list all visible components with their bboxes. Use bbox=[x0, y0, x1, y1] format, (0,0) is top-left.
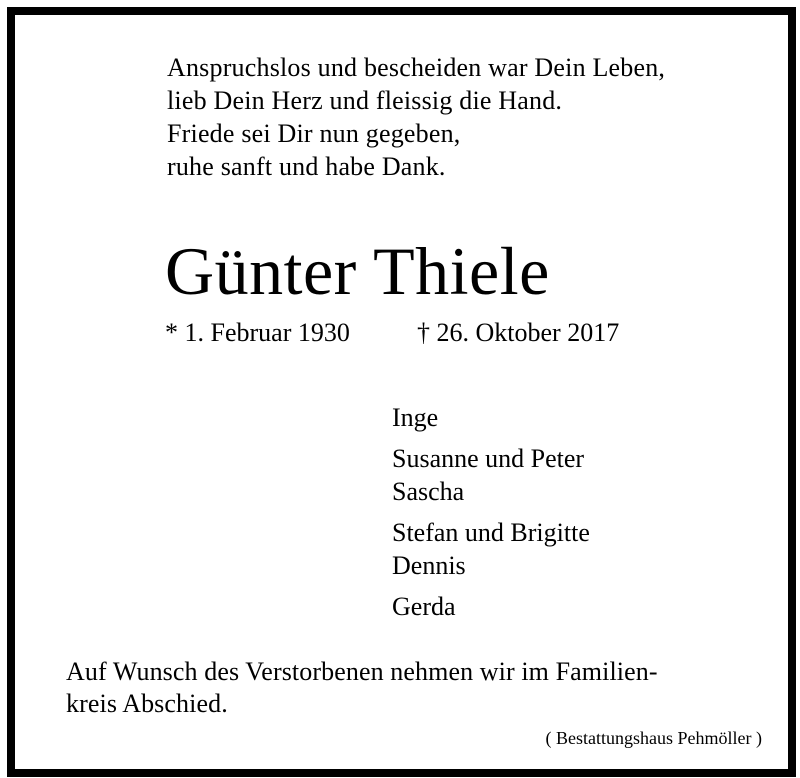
note-line: kreis Abschied. bbox=[66, 689, 228, 718]
obituary-frame bbox=[7, 7, 796, 777]
mourner-name: Inge bbox=[392, 403, 439, 432]
poem-line: ruhe sanft und habe Dank. bbox=[167, 152, 446, 181]
death-date: † 26. Oktober 2017 bbox=[417, 318, 620, 347]
birth-date: * 1. Februar 1930 bbox=[165, 318, 350, 347]
mourner-group bbox=[392, 516, 590, 582]
mourner-name: Sascha bbox=[392, 477, 465, 506]
memorial-poem bbox=[167, 51, 665, 183]
farewell-note bbox=[66, 656, 658, 720]
mourner-group bbox=[392, 590, 590, 623]
deceased-name: Günter Thiele bbox=[165, 233, 550, 309]
mourner-name: Dennis bbox=[392, 551, 466, 580]
poem-line: Anspruchslos und bescheiden war Dein Leben, bbox=[167, 53, 666, 82]
mourner-name: Gerda bbox=[392, 592, 456, 621]
obituary-content bbox=[15, 15, 788, 769]
mourner-name: Susanne und Peter bbox=[392, 444, 585, 473]
undertaker-credit: ( Bestattungshaus Pehmöller ) bbox=[545, 728, 762, 748]
poem-line: Friede sei Dir nun gegeben, bbox=[167, 119, 461, 148]
mourner-group bbox=[392, 442, 590, 508]
mourner-group bbox=[392, 401, 590, 434]
poem-line: lieb Dein Herz und fleissig die Hand. bbox=[167, 86, 563, 115]
note-line: Auf Wunsch des Verstorbenen nehmen wir im Familien- bbox=[66, 657, 658, 686]
mourners-list bbox=[392, 401, 590, 631]
mourner-name: Stefan und Brigitte bbox=[392, 518, 590, 547]
